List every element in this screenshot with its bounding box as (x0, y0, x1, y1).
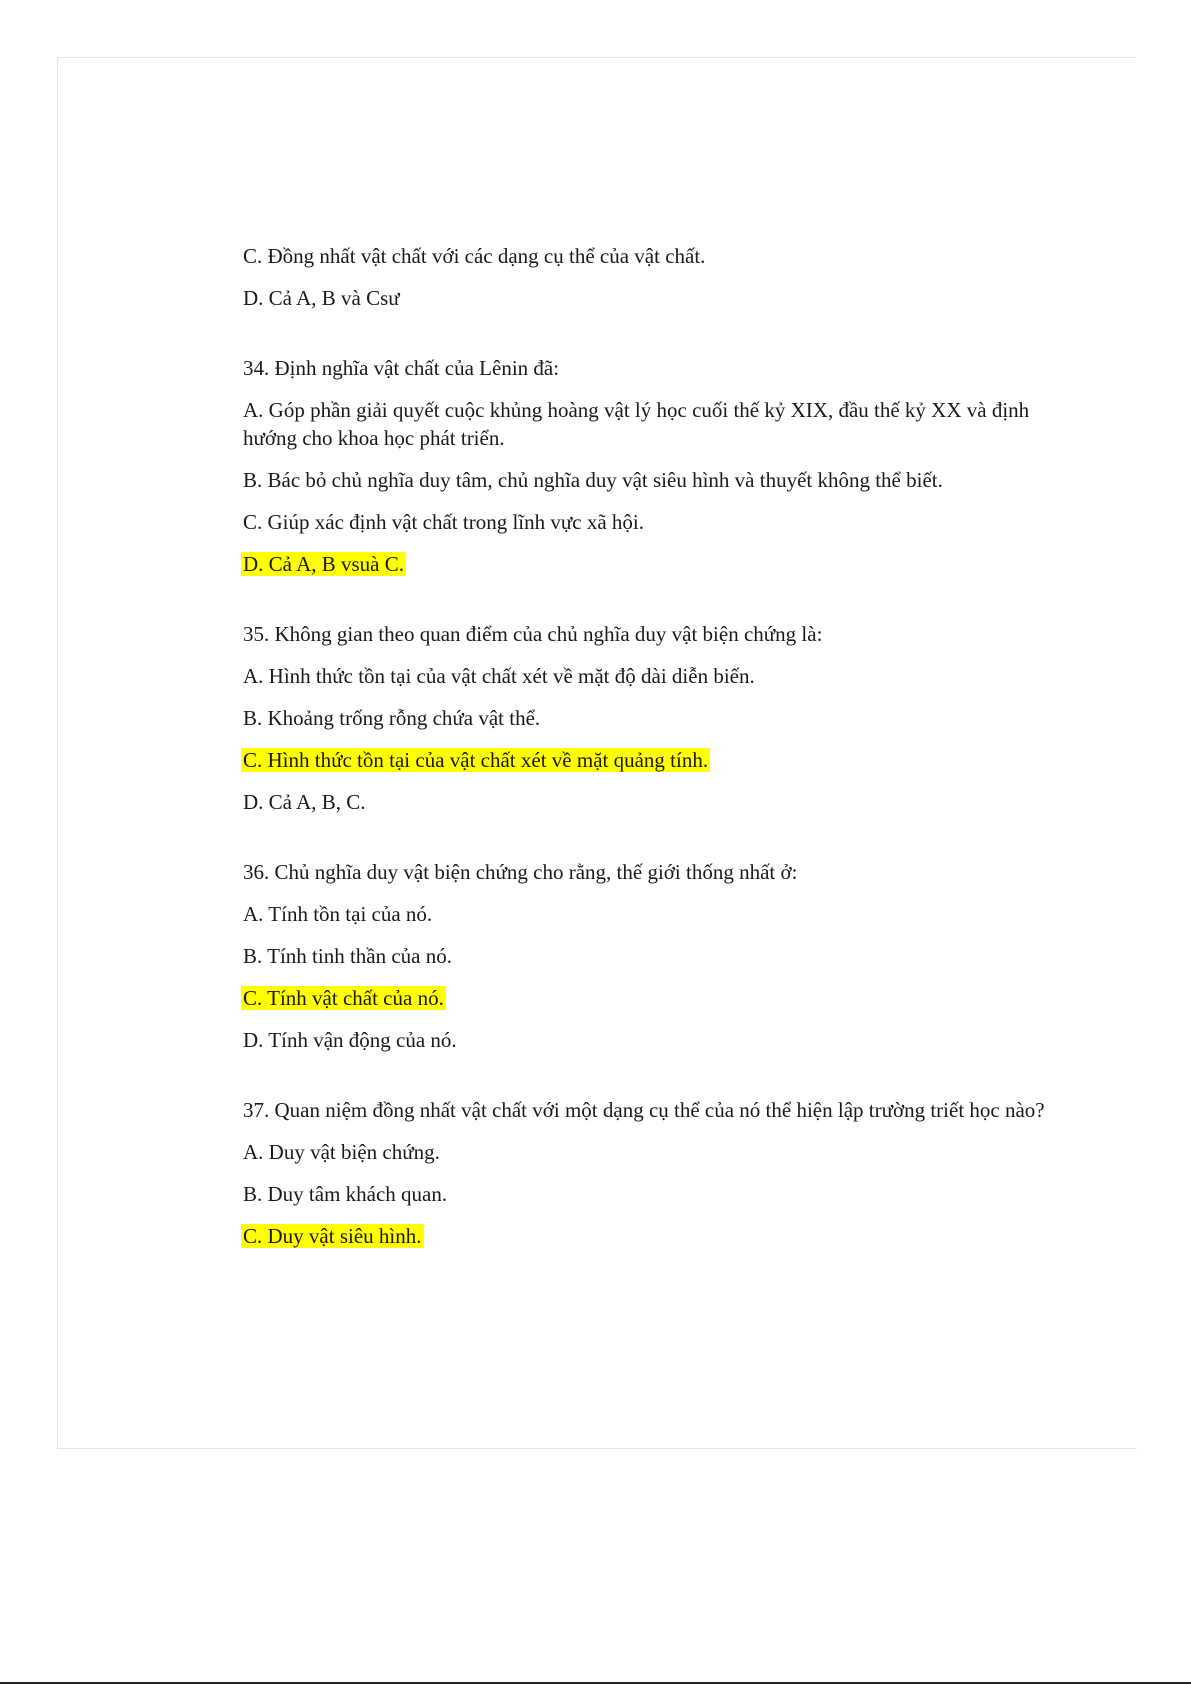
answer-option: D. Tính vận động của nó. (243, 1028, 457, 1052)
answer-option: B. Tính tinh thần của nó. (243, 944, 453, 968)
highlighted-answer: C. Tính vật chất của nó. (243, 986, 444, 1010)
answer-option-highlighted (243, 984, 1063, 1012)
answer-option: B. Khoảng trống rỗng chứa vật thể. (243, 706, 541, 730)
answer-option: A. Tính tồn tại của nó. (243, 902, 433, 926)
bottom-divider (0, 1682, 1191, 1684)
answer-option-highlighted (243, 550, 1063, 578)
highlighted-answer: C. Hình thức tồn tại của vật chất xét về mặt quảng tính. (243, 748, 709, 772)
highlighted-answer: D. Cả A, B vsuà C. (243, 552, 405, 576)
answer-option: C. Giúp xác định vật chất trong lĩnh vực xã hội. (243, 510, 644, 534)
answer-option: C. Đồng nhất vật chất với các dạng cụ thể của vật chất. (243, 244, 706, 268)
answer-option: D. Cả A, B, C. (243, 790, 366, 814)
answer-option: A. Hình thức tồn tại của vật chất xét về mặt độ dài diễn biến. (243, 664, 755, 688)
highlighted-answer: C. Duy vật siêu hình. (243, 1224, 422, 1248)
question-36: 36. Chủ nghĩa duy vật biện chứng cho rằng, thế giới thống nhất ở: (243, 860, 798, 884)
answer-option-highlighted (243, 746, 1063, 774)
answer-option: B. Duy tâm khách quan. (243, 1182, 448, 1206)
answer-option: B. Bác bỏ chủ nghĩa duy tâm, chủ nghĩa duy vật siêu hình và thuyết không thể biết. (243, 468, 943, 492)
answer-option: D. Cả A, B và Csư (243, 286, 400, 310)
document-page (57, 57, 1137, 1449)
page-content (243, 242, 1063, 1264)
question-34: 34. Định nghĩa vật chất của Lênin đã: (243, 356, 560, 380)
answer-option: A. Duy vật biện chứng. (243, 1140, 440, 1164)
answer-option: A. Góp phần giải quyết cuộc khủng hoàng vật lý học cuối thế kỷ XIX, đầu thế kỷ XX và định hướng cho khoa học phát triển. (243, 398, 1030, 450)
answer-option-highlighted (243, 1222, 1063, 1250)
question-37: 37. Quan niệm đồng nhất vật chất với một dạng cụ thể của nó thể hiện lập trường triết học nào? (243, 1098, 1045, 1122)
question-35: 35. Không gian theo quan điểm của chủ nghĩa duy vật biện chứng là: (243, 622, 823, 646)
